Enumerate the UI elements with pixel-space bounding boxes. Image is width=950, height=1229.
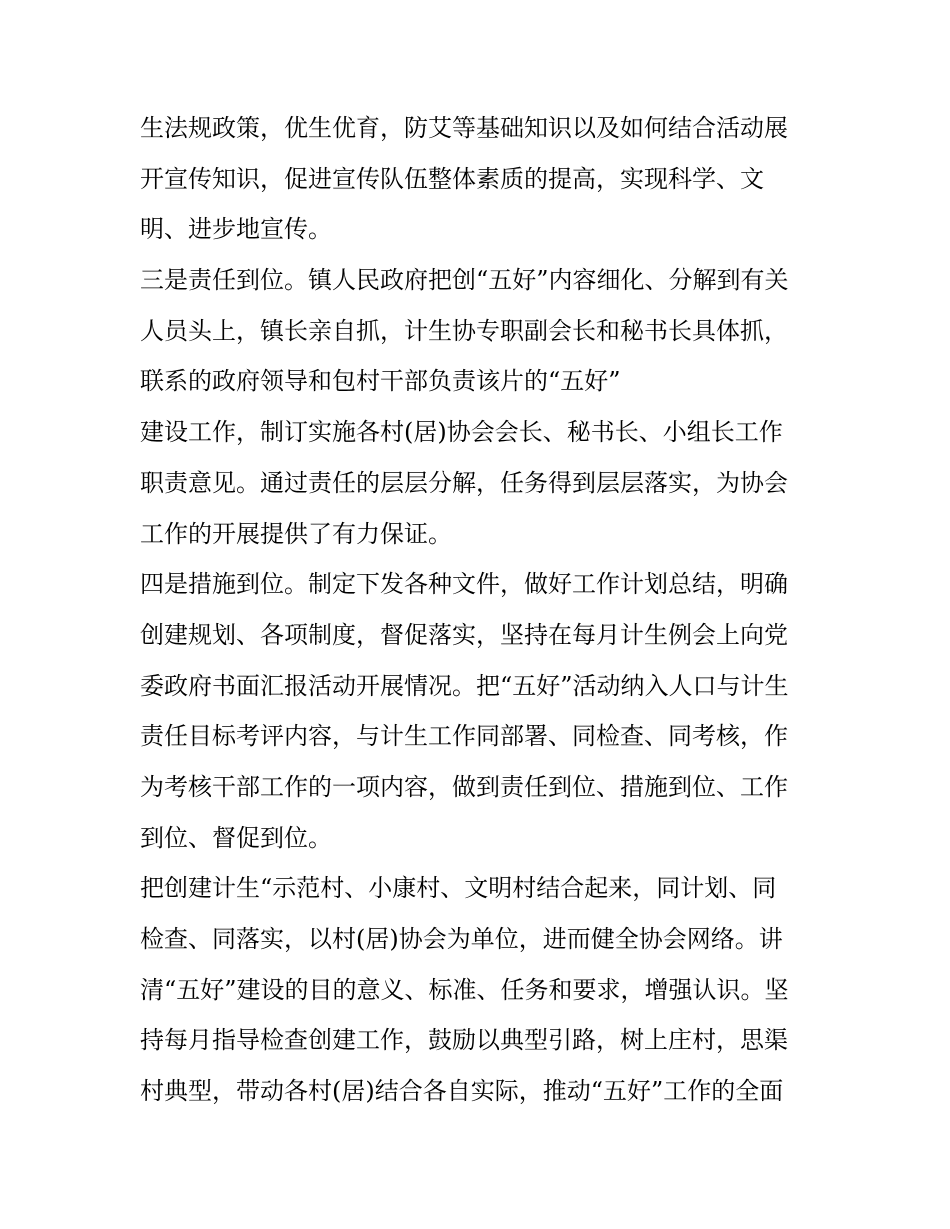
text-line-3: 明、进步地宣传。 [140,215,332,244]
text-line-7: 建设工作，制订实施各村(居)协会会长、秘书长、小组长工作 [140,418,783,447]
text-line-19: 持每月指导检查创建工作，鼓励以典型引路，树上庄村，思渠 [140,1026,788,1055]
text-line-14: 为考核干部工作的一项内容，做到责任到位、措施到位、工作 [140,772,788,801]
text-line-1: 生法规政策，优生优育，防艾等基础知识以及如何结合活动展 [140,114,788,142]
text-line-4: 三是责任到位。镇人民政府把创“五好”内容细化、分解到有关 [140,266,789,295]
text-line-12: 委政府书面汇报活动开展情况。把“五好”活动纳入人口与计生 [140,671,789,700]
text-line-16: 把创建计生“示范村、小康村、文明村结合起来，同计划、同 [140,874,777,903]
text-line-6: 联系的政府领导和包村干部负责该片的“五好” [140,367,621,396]
text-line-15: 到位、督促到位。 [140,823,332,852]
text-line-9: 工作的开展提供了有力保证。 [140,519,452,548]
text-line-17: 检查、同落实，以村(居)协会为单位，进而健全协会网络。讲 [140,925,783,953]
body-text [140,103,820,1117]
text-line-10: 四是措施到位。制定下发各种文件，做好工作计划总结，明确 [140,570,788,599]
text-line-2: 开宣传知识，促进宣传队伍整体素质的提高，实现科学、文 [140,164,764,193]
text-line-18: 清“五好”建设的目的意义、标准、任务和要求，增强认识。坚 [140,975,789,1004]
text-line-5: 人员头上，镇长亲自抓，计生协专职副会长和秘书长具体抓， [140,316,788,345]
text-line-8: 职责意见。通过责任的层层分解，任务得到层层落实，为协会 [140,468,788,497]
text-line-20: 村典型，带动各村(居)结合各自实际，推动“五好”工作的全面 [140,1077,784,1106]
text-line-13: 责任目标考评内容，与计生工作同部署、同检查、同考核，作 [140,722,788,751]
text-line-11: 创建规划、各项制度，督促落实，坚持在每月计生例会上向党 [140,620,788,649]
